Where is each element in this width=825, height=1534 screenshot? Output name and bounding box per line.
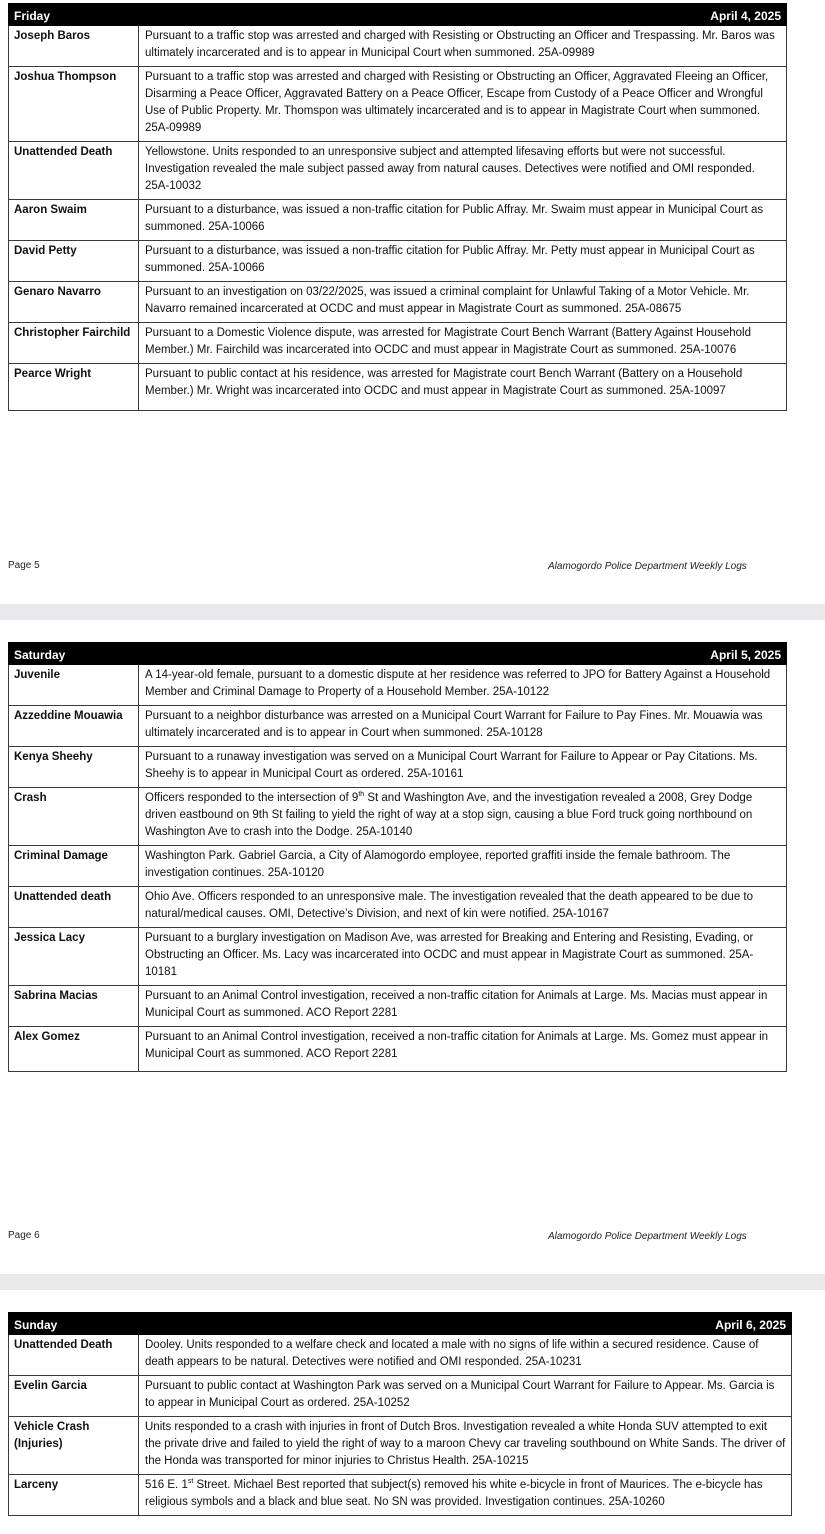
table-row bbox=[9, 747, 787, 788]
table-row bbox=[9, 788, 787, 846]
entry-name: Kenya Sheehy bbox=[9, 747, 139, 788]
footer-title: Alamogordo Police Department Weekly Logs bbox=[548, 1231, 747, 1242]
table-row bbox=[9, 706, 787, 747]
entry-text: Pursuant to an Animal Control investigation, received a non-traffic citation for Animals at Large. Ms. Macias must appear in Municipal Court as summoned. ACO Report 2281 bbox=[139, 986, 787, 1027]
table-row bbox=[9, 1335, 792, 1376]
entry-name: Alex Gomez bbox=[9, 1027, 139, 1072]
entry-text: Yellowstone. Units responded to an unresponsive subject and attempted lifesaving efforts but were not successful. Investigation revealed the male subject passed away from natural causes. Detectives were notified and OMI responded. 25A-10032 bbox=[139, 142, 787, 200]
entry-name: Sabrina Macias bbox=[9, 986, 139, 1027]
entry-text-part: Officers responded to the intersection of 9 bbox=[145, 792, 359, 804]
table-row bbox=[9, 200, 787, 241]
entry-text: Pursuant to a disturbance, was issued a non-traffic citation for Public Affray. Mr. Swaim must appear in Municipal Court as summoned. 25A-10066 bbox=[139, 200, 787, 241]
table-row bbox=[9, 1027, 787, 1072]
day-label: Sunday bbox=[9, 1313, 139, 1335]
table-row bbox=[9, 241, 787, 282]
table-row bbox=[9, 928, 787, 986]
log-page-saturday bbox=[0, 620, 825, 1274]
table-row bbox=[9, 323, 787, 364]
table-row bbox=[9, 67, 787, 142]
entry-text: Pursuant to a runaway investigation was served on a Municipal Court Warrant for Failure to Appear or Pay Citations. Ms. Sheehy is to appear in Municipal Court as ordered. 25A-10161 bbox=[139, 747, 787, 788]
table-row bbox=[9, 1475, 792, 1516]
date-label: April 6, 2025 bbox=[139, 1313, 792, 1335]
entry-text: Ohio Ave. Officers responded to an unresponsive male. The investigation revealed that the death appeared to be due to natural/medical causes. OMI, Detective’s Division, and next of kin were notified. 25A-10167 bbox=[139, 887, 787, 928]
entry-text: Units responded to a crash with injuries in front of Dutch Bros. Investigation revealed a white Honda SUV attempted to exit the private drive and failed to yield the right of way to a maroon Chevy car traveling southbound on White Sands. The driver of the Honda was transported for minor injuries to Christus Health. 25A-10215 bbox=[139, 1417, 792, 1475]
entry-name: Genaro Navarro bbox=[9, 282, 139, 323]
entry-text: Pursuant to a Domestic Violence dispute, was arrested for Magistrate Court Bench Warrant (Battery Against Household Member.) Mr. Fairchild was incarcerated into OCDC and must appear in Magistrate Court as summoned. 25A-10076 bbox=[139, 323, 787, 364]
entry-text: Pursuant to a traffic stop was arrested and charged with Resisting or Obstructing an Officer, Aggravated Fleeing an Officer, Disarming a Peace Officer, Aggravated Battery on a Peace Officer, Escape from Custody of a Peace Officer and Wrongful Use of Public Property. Mr. Thomspon was ultimately incarcerated and is to appear in Magistrate Court when summoned. 25A-09989 bbox=[139, 67, 787, 142]
entry-name: Vehicle Crash (Injuries) bbox=[9, 1417, 139, 1475]
day-label: Saturday bbox=[9, 643, 139, 665]
entry-name: Evelin Garcia bbox=[9, 1376, 139, 1417]
entry-name: Joseph Baros bbox=[9, 26, 139, 67]
date-label: April 4, 2025 bbox=[139, 4, 787, 26]
entry-text-part: 516 E. 1 bbox=[145, 1479, 188, 1491]
table-row bbox=[9, 887, 787, 928]
entry-text: Dooley. Units responded to a welfare check and located a male with no signs of life within a secured residence. Cause of death appears to be natural. Detectives were notified and OMI responded. 25A-10231 bbox=[139, 1335, 792, 1376]
entry-text: Pursuant to a traffic stop was arrested and charged with Resisting or Obstructing an Officer and Trespassing. Mr. Baros was ultimately incarcerated and is to appear in Municipal Court when summoned. 25A-09989 bbox=[139, 26, 787, 67]
entry-name: Unattended Death bbox=[9, 142, 139, 200]
entry-name: Crash bbox=[9, 788, 139, 846]
entry-text: Pursuant to a neighbor disturbance was arrested on a Municipal Court Warrant for Failure to Pay Fines. Mr. Mouawia was ultimately incarcerated and is to appear in Court when summoned. 25A-10128 bbox=[139, 706, 787, 747]
table-row bbox=[9, 282, 787, 323]
log-page-sunday bbox=[0, 1290, 825, 1534]
entry-name: Christopher Fairchild bbox=[9, 323, 139, 364]
entry-name: Juvenile bbox=[9, 665, 139, 706]
entry-text: Pursuant to a burglary investigation on Madison Ave, was arrested for Breaking and Entering and Resisting, Evading, or Obstructing an Officer. Ms. Lacy was incarcerated into OCDC and must appear in Magistrate Court as summoned. 25A-10181 bbox=[139, 928, 787, 986]
entry-text: Washington Park. Gabriel Garcia, a City of Alamogordo employee, reported graffiti inside the female bathroom. The investigation continues. 25A-10120 bbox=[139, 846, 787, 887]
entry-text-part: Street. Michael Best reported that subject(s) removed his white e-bicycle in front of Maurices. The e-bicycle has religious symbols and a black and blue seat. No SN was provided. Investigation continues. 25A-10260 bbox=[145, 1479, 763, 1508]
entry-name: Unattended Death bbox=[9, 1335, 139, 1376]
entry-name: Azzeddine Mouawia bbox=[9, 706, 139, 747]
entry-name: Larceny bbox=[9, 1475, 139, 1516]
table-row bbox=[9, 846, 787, 887]
page-number: Page 5 bbox=[8, 560, 40, 571]
entry-name: Criminal Damage bbox=[9, 846, 139, 887]
entry-text bbox=[139, 788, 787, 846]
table-row bbox=[9, 986, 787, 1027]
date-label: April 5, 2025 bbox=[139, 643, 787, 665]
day-header bbox=[9, 1313, 792, 1335]
day-label: Friday bbox=[9, 4, 139, 26]
entry-name: David Petty bbox=[9, 241, 139, 282]
entry-text: Pursuant to an investigation on 03/22/2025, was issued a criminal complaint for Unlawful Taking of a Motor Vehicle. Mr. Navarro remained incarcerated at OCDC and must appear in Magistrate Court as summoned. 25A-08675 bbox=[139, 282, 787, 323]
footer-title: Alamogordo Police Department Weekly Logs bbox=[548, 561, 747, 572]
entry-text: Pursuant to an Animal Control investigation, received a non-traffic citation for Animals at Large. Ms. Gomez must appear in Municipal Court as summoned. ACO Report 2281 bbox=[139, 1027, 787, 1072]
day-header bbox=[9, 4, 787, 26]
entry-text: Pursuant to public contact at his residence, was arrested for Magistrate court Bench Warrant (Battery on a Household Member.) Mr. Wright was incarcerated into OCDC and must appear in Magistrate Court as summoned. 25A-10097 bbox=[139, 364, 787, 411]
entry-name: Joshua Thompson bbox=[9, 67, 139, 142]
table-row bbox=[9, 26, 787, 67]
ordinal-suffix: st bbox=[187, 1478, 194, 1486]
table-row bbox=[9, 364, 787, 411]
log-table-friday bbox=[8, 3, 787, 411]
log-page-friday bbox=[0, 0, 825, 604]
table-row bbox=[9, 1376, 792, 1417]
log-table-saturday bbox=[8, 642, 787, 1072]
log-table-sunday bbox=[8, 1312, 792, 1516]
page-number: Page 6 bbox=[8, 1230, 40, 1241]
table-row bbox=[9, 142, 787, 200]
entry-name: Jessica Lacy bbox=[9, 928, 139, 986]
entry-text: Pursuant to public contact at Washington Park was served on a Municipal Court Warrant for Failure to Appear. Ms. Garcia is to appear in Municipal Court as ordered. 25A-10252 bbox=[139, 1376, 792, 1417]
table-row bbox=[9, 665, 787, 706]
day-header bbox=[9, 643, 787, 665]
ordinal-suffix: th bbox=[358, 791, 365, 799]
entry-text: A 14-year-old female, pursuant to a domestic dispute at her residence was referred to JPO for Battery Against a Household Member and Criminal Damage to Property of a Household Member. 25A-10122 bbox=[139, 665, 787, 706]
entry-name: Pearce Wright bbox=[9, 364, 139, 411]
entry-text-part: St and Washington Ave, and the investigation revealed a 2008, Grey Dodge driven eastbound on 9th St failing to yield the right of way at a stop sign, causing a blue Ford truck going northbound on Washington Ave to crash into the Dodge. 25A-10140 bbox=[145, 792, 753, 838]
entry-text bbox=[139, 1475, 792, 1516]
entry-text: Pursuant to a disturbance, was issued a non-traffic citation for Public Affray. Mr. Petty must appear in Municipal Court as summoned. 25A-10066 bbox=[139, 241, 787, 282]
entry-name: Aaron Swaim bbox=[9, 200, 139, 241]
table-row bbox=[9, 1417, 792, 1475]
entry-name: Unattended death bbox=[9, 887, 139, 928]
